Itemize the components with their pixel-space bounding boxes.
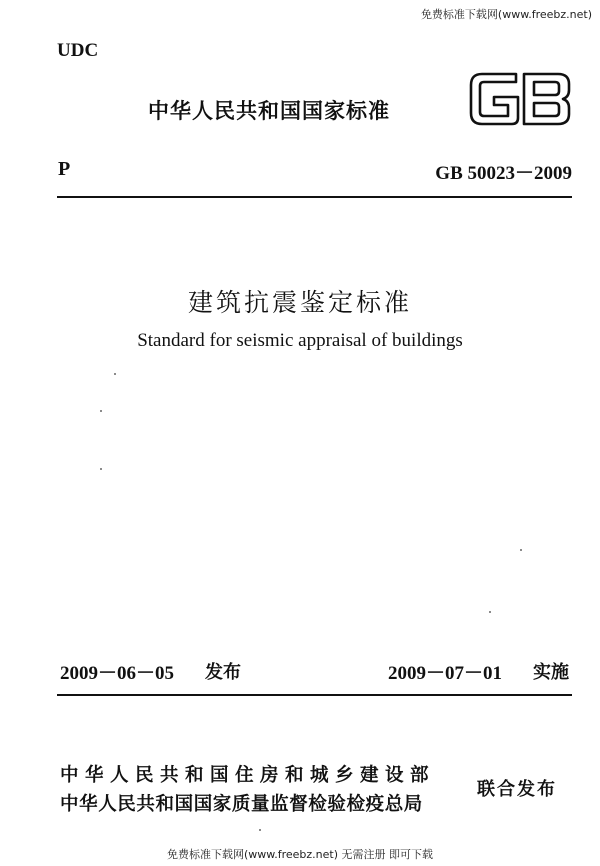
scan-speck	[100, 410, 102, 412]
footer-divider	[57, 694, 572, 696]
scan-speck	[520, 549, 522, 551]
header-divider	[57, 196, 572, 198]
scan-speck	[259, 829, 261, 831]
scan-speck	[489, 611, 491, 613]
issuer-ministry-housing: 中华人民共和国住房和城乡建设部	[60, 765, 436, 786]
implementation-date: 2009－07－01	[388, 663, 503, 684]
watermark-top: 免费标准下载网(www.freebz.net)	[420, 8, 592, 21]
watermark-bottom: 免费标准下载网(www.freebz.net) 无需注册 即可下载	[166, 848, 434, 861]
issuer-quality-supervision: 中华人民共和国国家质量监督检验检疫总局	[60, 794, 423, 815]
joint-issue-label: 联合发布	[477, 779, 557, 800]
gb-logo-icon	[468, 70, 572, 128]
scan-speck	[100, 468, 102, 470]
implementation-label: 实施	[533, 662, 569, 683]
issue-label: 发布	[205, 662, 241, 683]
title-english: Standard for seismic appraisal of buildings	[137, 330, 463, 351]
issue-date: 2009－06－05	[60, 663, 175, 684]
scan-speck	[114, 373, 116, 375]
classification-code: P	[58, 158, 71, 180]
udc-label: UDC	[57, 40, 99, 61]
standard-number: GB 50023－2009	[435, 163, 572, 184]
title-chinese: 建筑抗震鉴定标准	[187, 288, 412, 317]
national-standard-heading: 中华人民共和国国家标准	[148, 99, 390, 123]
